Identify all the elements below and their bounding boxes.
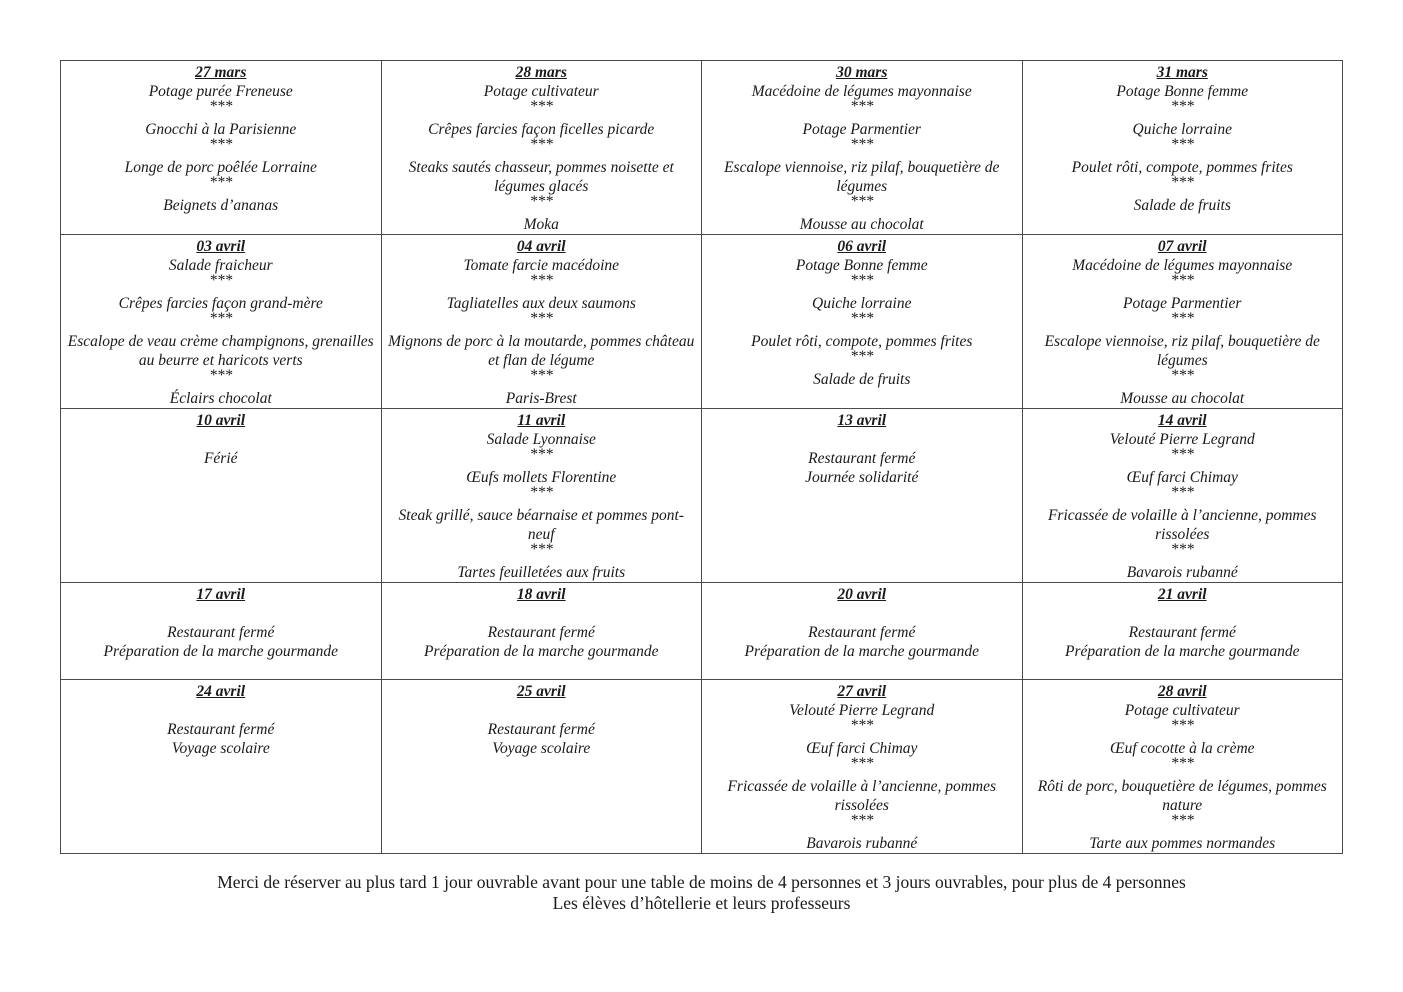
course-separator: ***: [850, 755, 874, 772]
menu-item: Steak grillé, sauce béarnaise et pommes pont-neuf: [398, 507, 684, 543]
course-separator: ***: [529, 446, 553, 463]
menu-item: Potage Bonne femme: [795, 257, 928, 274]
menu-day-cell: [61, 235, 382, 409]
menu-item: Fricassée de volaille à l’ancienne, pommes rissolées: [727, 778, 997, 814]
menu-day-cell: [702, 235, 1023, 409]
menu-day-cell: [381, 61, 702, 235]
menu-item: Tarte aux pommes normandes: [1089, 835, 1276, 852]
course-separator: ***: [209, 136, 233, 153]
course-separator: ***: [1170, 484, 1194, 501]
menu-item: Potage Parmentier: [1123, 295, 1242, 312]
menu-item: Gnocchi à la Parisienne: [145, 121, 297, 138]
menu-item: Macédoine de légumes mayonnaise: [1072, 257, 1293, 274]
course-separator: ***: [209, 367, 233, 384]
menu-day-date: 14 avril: [1157, 412, 1207, 429]
blank-line: [708, 430, 1016, 449]
course-separator: ***: [529, 272, 553, 289]
menu-item: Salade Lyonnaise: [486, 431, 596, 448]
course-separator: ***: [529, 193, 553, 210]
menu-day-cell: [61, 61, 382, 235]
menu-item: Quiche lorraine: [812, 295, 912, 312]
menu-week-row: [61, 680, 1343, 854]
menu-day-cell: [381, 680, 702, 854]
menu-item: Macédoine de légumes mayonnaise: [751, 83, 972, 100]
footer: [0, 872, 1403, 914]
course-separator: ***: [1170, 272, 1194, 289]
menu-calendar-table: [60, 60, 1343, 854]
course-separator: ***: [529, 484, 553, 501]
course-separator: ***: [850, 98, 874, 115]
course-separator: ***: [1170, 136, 1194, 153]
menu-item: Beignets d’ananas: [163, 197, 279, 214]
course-separator: ***: [529, 310, 553, 327]
menu-day-cell: [381, 409, 702, 583]
menu-item: Œufs mollets Florentine: [466, 469, 617, 486]
menu-item: Restaurant fermé: [167, 721, 275, 738]
menu-item: Bavarois rubanné: [1126, 564, 1238, 581]
menu-item: Escalope viennoise, riz pilaf, bouquetière de légumes: [1044, 333, 1320, 369]
menu-item: Préparation de la marche gourmande: [424, 643, 659, 660]
menu-day-date: 18 avril: [516, 586, 566, 603]
menu-item: Voyage scolaire: [171, 740, 270, 757]
menu-day-date: 30 mars: [836, 64, 888, 81]
signature-line: Les élèves d’hôtellerie et leurs professeurs: [552, 893, 851, 913]
menu-item: Mousse au chocolat: [799, 216, 924, 233]
menu-item: Poulet rôti, compote, pommes frites: [1071, 159, 1293, 176]
course-separator: ***: [1170, 812, 1194, 829]
menu-week-row: [61, 235, 1343, 409]
course-separator: ***: [850, 193, 874, 210]
menu-item: Potage cultivateur: [483, 83, 599, 100]
menu-day-cell: [381, 583, 702, 680]
blank-line: [1029, 604, 1337, 623]
menu-item: Restaurant fermé: [808, 450, 916, 467]
menu-item: Quiche lorraine: [1132, 121, 1232, 138]
course-separator: ***: [1170, 446, 1194, 463]
menu-day-cell: [702, 409, 1023, 583]
menu-day-cell: [61, 680, 382, 854]
course-separator: ***: [1170, 98, 1194, 115]
menu-item: Rôti de porc, bouquetière de légumes, pommes nature: [1037, 778, 1327, 814]
course-separator: ***: [850, 717, 874, 734]
menu-item: Salade de fruits: [1133, 197, 1231, 214]
menu-item: Moka: [523, 216, 559, 233]
blank-line: [67, 701, 375, 720]
menu-item: Crêpes farcies façon grand-mère: [118, 295, 323, 312]
menu-day-cell: [1022, 583, 1343, 680]
menu-table-body: [61, 61, 1343, 854]
menu-item: Potage cultivateur: [1124, 702, 1240, 719]
course-separator: ***: [850, 348, 874, 365]
menu-item: Poulet rôti, compote, pommes frites: [751, 333, 973, 350]
menu-day-cell: [1022, 409, 1343, 583]
menu-day-cell: [702, 680, 1023, 854]
menu-day-date: 21 avril: [1157, 586, 1207, 603]
menu-item: Potage Parmentier: [802, 121, 921, 138]
course-separator: ***: [1170, 717, 1194, 734]
menu-item: Œuf farci Chimay: [1126, 469, 1238, 486]
menu-week-row: [61, 61, 1343, 235]
course-separator: ***: [529, 367, 553, 384]
menu-item: Mignons de porc à la moutarde, pommes château et flan de légume: [388, 333, 695, 369]
menu-item: Œuf cocotte à la crème: [1109, 740, 1255, 757]
menu-item: Mousse au chocolat: [1120, 390, 1245, 407]
course-separator: ***: [1170, 541, 1194, 558]
menu-day-cell: [1022, 680, 1343, 854]
menu-item: Steaks sautés chasseur, pommes noisette et légumes glacés: [408, 159, 674, 195]
menu-item: Préparation de la marche gourmande: [1065, 643, 1300, 660]
menu-item: Potage purée Freneuse: [148, 83, 293, 100]
menu-day-cell: [61, 583, 382, 680]
menu-item: Salade fraicheur: [168, 257, 273, 274]
course-separator: ***: [209, 174, 233, 191]
menu-item: Restaurant fermé: [167, 624, 275, 641]
menu-day-date: 27 mars: [195, 64, 247, 81]
menu-item: Préparation de la marche gourmande: [744, 643, 979, 660]
menu-item: Velouté Pierre Legrand: [1109, 431, 1255, 448]
course-separator: ***: [529, 136, 553, 153]
course-separator: ***: [1170, 310, 1194, 327]
menu-day-date: 10 avril: [196, 412, 246, 429]
menu-item: Longe de porc poêlée Lorraine: [124, 159, 317, 176]
menu-item: Velouté Pierre Legrand: [789, 702, 935, 719]
menu-item: Tartes feuilletées aux fruits: [457, 564, 626, 581]
menu-item: Tomate farcie macédoine: [463, 257, 620, 274]
menu-day-cell: [702, 583, 1023, 680]
menu-item: Voyage scolaire: [492, 740, 591, 757]
menu-item: Bavarois rubanné: [806, 835, 918, 852]
menu-day-date: 13 avril: [837, 412, 887, 429]
course-separator: ***: [1170, 174, 1194, 191]
menu-day-date: 11 avril: [517, 412, 566, 429]
blank-line: [388, 701, 696, 720]
menu-day-date: 31 mars: [1156, 64, 1208, 81]
course-separator: ***: [850, 310, 874, 327]
menu-day-date: 06 avril: [837, 238, 887, 255]
menu-item: Fricassée de volaille à l’ancienne, pommes rissolées: [1047, 507, 1317, 543]
menu-item: Éclairs chocolat: [169, 390, 272, 407]
course-separator: ***: [850, 812, 874, 829]
menu-item: Journée solidarité: [805, 469, 919, 486]
menu-day-date: 28 avril: [1157, 683, 1207, 700]
menu-day-date: 04 avril: [516, 238, 566, 255]
course-separator: ***: [529, 98, 553, 115]
menu-item: Tagliatelles aux deux saumons: [446, 295, 636, 312]
course-separator: ***: [209, 272, 233, 289]
menu-item: Crêpes farcies façon ficelles picarde: [428, 121, 655, 138]
reservation-note: Merci de réserver au plus tard 1 jour ouvrable avant pour une table de moins de 4 personnes et 3 jours ouvrables, pour plus de 4 personnes: [217, 872, 1186, 892]
course-separator: ***: [209, 310, 233, 327]
menu-item: Paris-Brest: [505, 390, 577, 407]
menu-item: Préparation de la marche gourmande: [103, 643, 338, 660]
menu-item: Potage Bonne femme: [1116, 83, 1249, 100]
course-separator: ***: [1170, 755, 1194, 772]
menu-item: Salade de fruits: [813, 371, 911, 388]
blank-line: [67, 430, 375, 449]
menu-day-date: 07 avril: [1157, 238, 1207, 255]
menu-item: Escalope viennoise, riz pilaf, bouquetière de légumes: [724, 159, 1000, 195]
menu-item: Escalope de veau crème champignons, grenailles au beurre et haricots verts: [67, 333, 374, 369]
menu-day-date: 28 mars: [515, 64, 567, 81]
menu-item: Férié: [203, 450, 238, 467]
menu-item: Restaurant fermé: [1128, 624, 1236, 641]
menu-item: Restaurant fermé: [808, 624, 916, 641]
menu-day-date: 17 avril: [196, 586, 246, 603]
menu-day-date: 20 avril: [837, 586, 887, 603]
menu-day-date: 25 avril: [516, 683, 566, 700]
menu-day-date: 03 avril: [196, 238, 246, 255]
blank-line: [708, 604, 1016, 623]
course-separator: ***: [850, 136, 874, 153]
menu-day-cell: [1022, 61, 1343, 235]
course-separator: ***: [209, 98, 233, 115]
menu-item: Œuf farci Chimay: [806, 740, 918, 757]
menu-day-cell: [702, 61, 1023, 235]
menu-day-date: 24 avril: [196, 683, 246, 700]
course-separator: ***: [850, 272, 874, 289]
menu-week-row: [61, 409, 1343, 583]
menu-item: Restaurant fermé: [487, 624, 595, 641]
menu-day-date: 27 avril: [837, 683, 887, 700]
menu-week-row: [61, 583, 1343, 680]
menu-day-cell: [381, 235, 702, 409]
menu-item: Restaurant fermé: [487, 721, 595, 738]
menu-day-cell: [1022, 235, 1343, 409]
blank-line: [67, 604, 375, 623]
blank-line: [388, 604, 696, 623]
menu-day-cell: [61, 409, 382, 583]
course-separator: ***: [1170, 367, 1194, 384]
course-separator: ***: [529, 541, 553, 558]
